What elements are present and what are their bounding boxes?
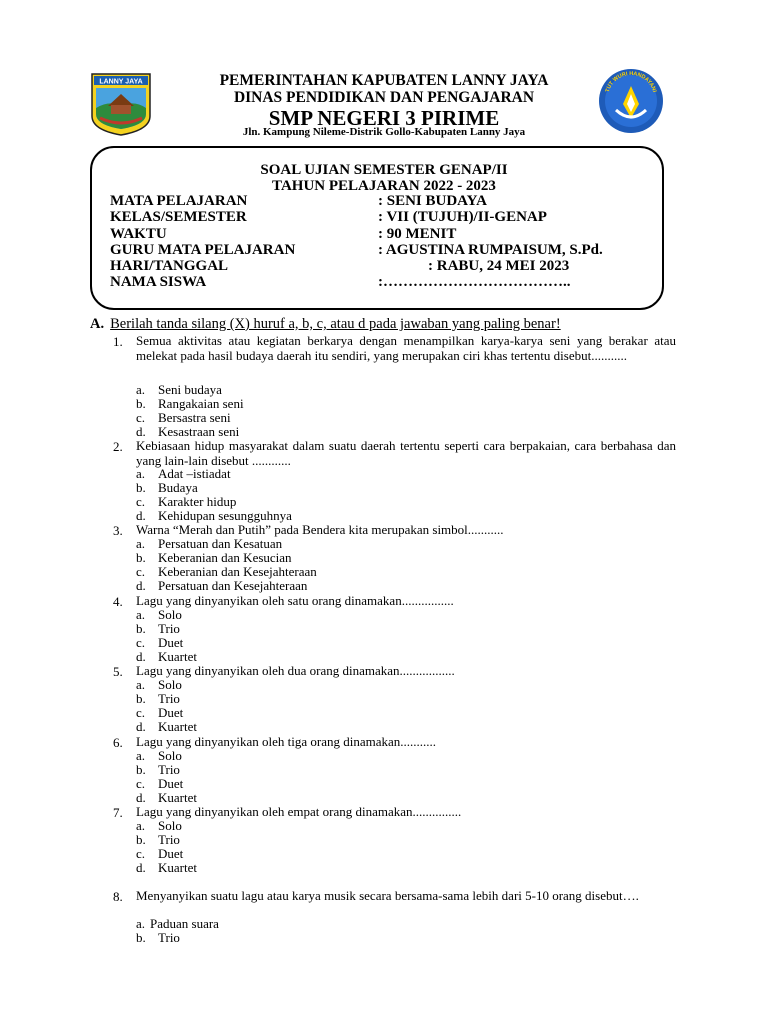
exam-title: SOAL UJIAN SEMESTER GENAP/II	[260, 162, 508, 178]
option-letter: c.	[136, 635, 146, 650]
question-text: Menyanyikan suatu lagu atau karya musik secara bersama-sama lebih dari 5-10 orang disebut….	[136, 888, 639, 903]
header-department: DINAS PENDIDIKAN DAN PENGAJARAN	[233, 89, 535, 106]
question-text: Lagu yang dinyanyikan oleh empat orang dinamakan...............	[136, 804, 462, 819]
option-text: Kesastraan seni	[158, 424, 240, 439]
instruction-text: Berilah tanda silang (X) huruf a, b, c, atau d pada jawaban yang paling benar!	[110, 316, 561, 332]
option-text: Persatuan dan Kesejahteraan	[158, 578, 308, 593]
logo-motto: TUT WURI HANDAYANI	[604, 70, 658, 94]
question-number: 1.	[113, 334, 123, 349]
option-letter: b.	[136, 691, 146, 706]
option-text: Paduan suara	[150, 916, 219, 931]
question-number: 6.	[113, 735, 123, 750]
field-label: MATA PELAJARAN	[110, 193, 248, 209]
option-text: Duet	[158, 705, 184, 720]
option-letter: c.	[136, 494, 146, 509]
option-text: Duet	[158, 846, 184, 861]
option-text: Kuartet	[158, 860, 197, 875]
option-letter: b.	[136, 930, 146, 945]
option-letter: c.	[136, 705, 146, 720]
option-text: Budaya	[158, 480, 198, 495]
option-letter: b.	[136, 480, 146, 495]
option-text: Keberanian dan Kesejahteraan	[158, 564, 317, 579]
question-text: Lagu yang dinyanyikan oleh dua orang dinamakan.................	[136, 663, 455, 678]
option-letter: a.	[136, 748, 146, 763]
option-text: Trio	[158, 762, 180, 777]
option-text: Persatuan dan Kesatuan	[158, 536, 283, 551]
option-text: Trio	[158, 930, 180, 945]
question-text: Semua aktivitas atau kegiatan berkarya dengan menampilkan karya-karya seni yang berakar atau melekat pada hasil budaya daerah itu sendiri, yang merupakan ciri khas tertentu disebut...........	[136, 333, 676, 363]
option-letter: d.	[136, 790, 146, 805]
header-address: Jln. Kampung Nileme-Distrik Gollo-Kabupaten Lanny Jaya	[242, 126, 526, 138]
question-number: 3.	[113, 523, 123, 538]
option-text: Trio	[158, 691, 180, 706]
field-value: : RABU, 24 MEI 2023	[428, 258, 570, 274]
option-text: Duet	[158, 776, 184, 791]
option-letter: a.	[136, 916, 146, 931]
field-label: HARI/TANGGAL	[110, 258, 229, 274]
option-text: Solo	[158, 748, 182, 763]
header-school-name: SMP NEGERI 3 PIRIME	[268, 106, 500, 130]
option-letter: b.	[136, 396, 146, 411]
option-text: Kehidupan sesungguhnya	[158, 508, 292, 523]
field-label: NAMA SISWA	[110, 274, 207, 290]
section-instruction	[90, 316, 561, 333]
option-text: Karakter hidup	[158, 494, 237, 509]
field-value: : VII (TUJUH)/II-GENAP	[378, 209, 547, 225]
question-text: Lagu yang dinyanyikan oleh tiga orang dinamakan...........	[136, 734, 437, 749]
option-letter: a.	[136, 382, 146, 397]
option-letter: d.	[136, 649, 146, 664]
option-letter: d.	[136, 508, 146, 523]
header-government: PEMERINTAHAN KAPUBATEN LANNY JAYA	[219, 72, 549, 89]
option-text: Kuartet	[158, 719, 197, 734]
question-number: 2.	[113, 439, 123, 454]
option-letter: a.	[136, 818, 146, 833]
option-letter: b.	[136, 621, 146, 636]
option-letter: a.	[136, 466, 146, 481]
option-letter: a.	[136, 607, 146, 622]
field-value: : 90 MENIT	[378, 226, 457, 242]
option-letter: c.	[136, 846, 146, 861]
option-letter: a.	[136, 677, 146, 692]
option-letter: b.	[136, 550, 146, 565]
option-text: Seni budaya	[158, 382, 222, 397]
option-letter: b.	[136, 832, 146, 847]
field-label: GURU MATA PELAJARAN	[110, 242, 296, 258]
question-text: Warna “Merah dan Putih” pada Bendera kita merupakan simbol...........	[136, 522, 504, 537]
question-number: 7.	[113, 805, 123, 820]
field-value: : AGUSTINA RUMPAISUM, S.Pd.	[378, 242, 603, 258]
option-text: Bersastra seni	[158, 410, 231, 425]
question-number: 5.	[113, 664, 123, 679]
option-text: Trio	[158, 621, 180, 636]
option-text: Duet	[158, 635, 184, 650]
option-text: Solo	[158, 677, 182, 692]
logo-text: LANNY JAYA	[99, 78, 143, 86]
option-letter: c.	[136, 410, 146, 425]
option-text: Kuartet	[158, 649, 197, 664]
field-label: WAKTU	[110, 226, 167, 242]
section-letter: A.	[90, 316, 105, 332]
option-text: Keberanian dan Kesucian	[158, 550, 292, 565]
option-text: Solo	[158, 818, 182, 833]
option-letter: d.	[136, 860, 146, 875]
option-letter: d.	[136, 578, 146, 593]
option-letter: d.	[136, 424, 146, 439]
question-text: Kebiasaan hidup masyarakat dalam suatu daerah tertentu seperti cara berpakaian, cara berbahasa dan yang lain-lain disebut ............	[136, 438, 676, 468]
field-value: :………………………………..	[378, 274, 571, 290]
option-text: Kuartet	[158, 790, 197, 805]
field-value: : SENI BUDAYA	[378, 193, 487, 209]
question-number: 4.	[113, 594, 123, 609]
option-text: Rangakaian seni	[158, 396, 244, 411]
exam-year: TAHUN PELAJARAN 2022 - 2023	[272, 178, 496, 194]
option-text: Trio	[158, 832, 180, 847]
question-number: 8.	[113, 889, 123, 904]
option-letter: d.	[136, 719, 146, 734]
option-text: Adat –istiadat	[158, 466, 231, 481]
option-letter: c.	[136, 776, 146, 791]
option-text: Solo	[158, 607, 182, 622]
option-letter: b.	[136, 762, 146, 777]
field-label: KELAS/SEMESTER	[110, 209, 247, 225]
option-letter: c.	[136, 564, 146, 579]
question-text: Lagu yang dinyanyikan oleh satu orang dinamakan................	[136, 593, 454, 608]
option-letter: a.	[136, 536, 146, 551]
